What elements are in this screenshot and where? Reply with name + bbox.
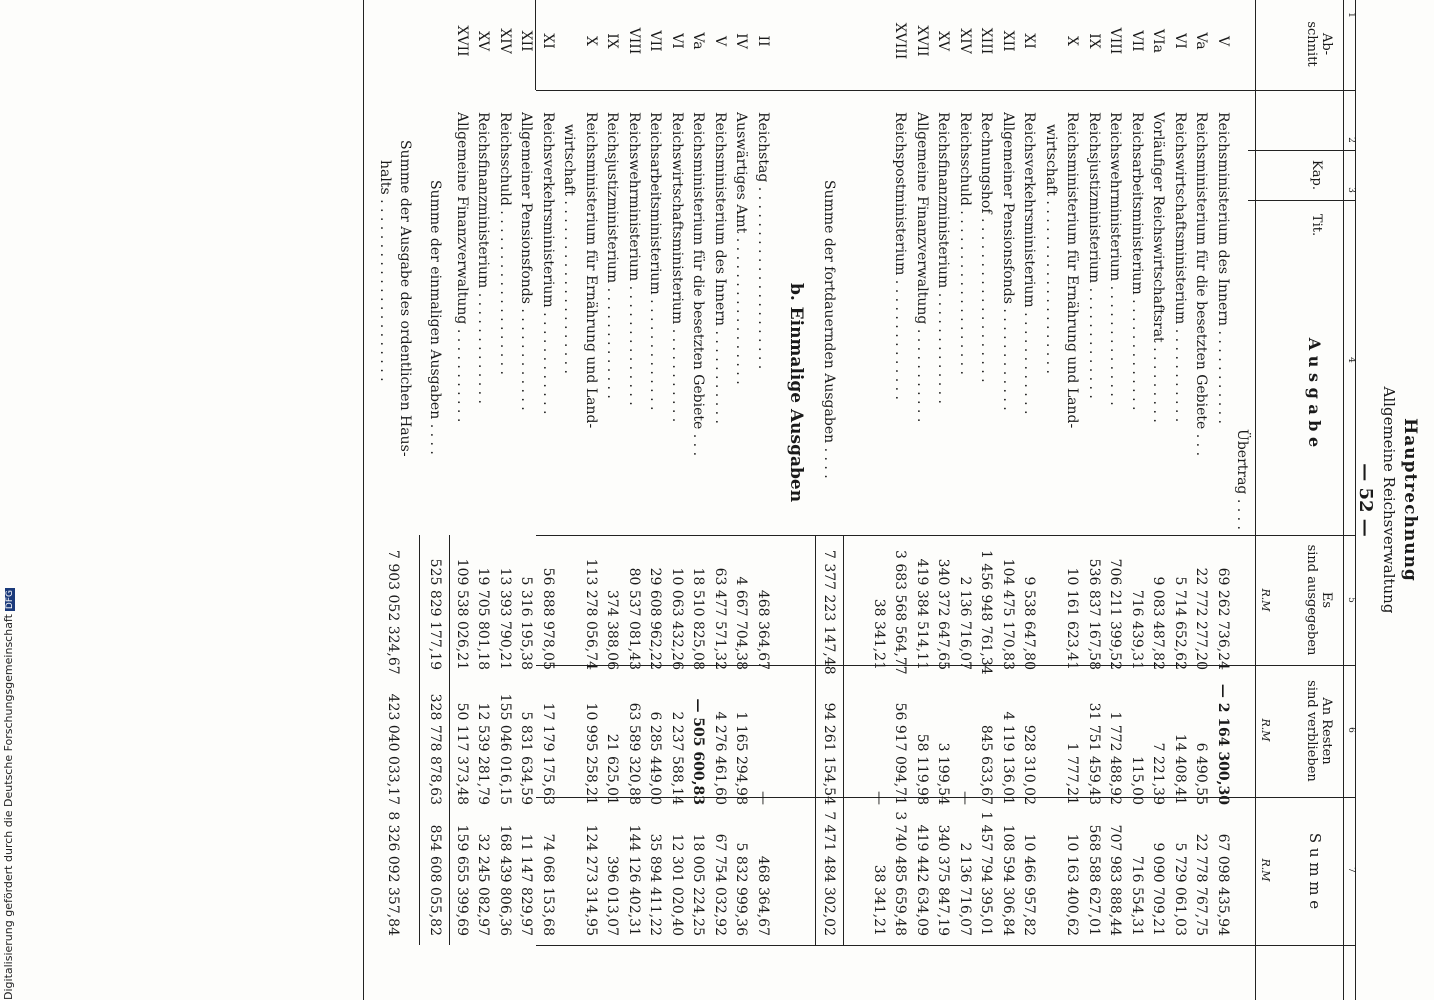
abschnitt-cell: XV: [935, 30, 952, 52]
abschnitt-cell: XII: [1000, 30, 1016, 52]
ausgabe-label-cell: Allgemeiner Pensionsfonds . . . . . . . . . . . .: [1000, 112, 1016, 411]
abschnitt-cell: VIa: [1150, 29, 1167, 53]
abschnitt-cell: Va: [690, 32, 707, 50]
sum-verblieben: 328 778 878,63: [427, 693, 443, 805]
summe-cell: 5 832 999,36: [733, 842, 750, 936]
table-row: [1126, 0, 1148, 1000]
summe-cell: 124 273 314,95: [583, 824, 599, 936]
summe-cell: 5 729 061,03: [1172, 842, 1188, 936]
abschnitt-cell: XVIII: [892, 22, 909, 60]
ausgabe-label-cell: Allgemeiner Pensionsfonds . . . . . . . . . . . .: [518, 112, 535, 411]
table-row: [868, 0, 890, 1000]
summe-cell: 12 301 020,40: [669, 833, 685, 936]
verblieben-cell: 50 117 373,48: [454, 702, 470, 805]
verblieben-cell: 928 310,02: [1021, 724, 1038, 805]
table-row: [752, 0, 774, 1000]
ausgabe-label-cell: Reichsschuld . . . . . . . . . . . . . . . . . . .: [957, 112, 973, 375]
abschnitt-cell: VI: [669, 33, 685, 49]
abschnitt-cell: XVII: [454, 25, 470, 57]
verblieben-cell: 6 490,55: [1193, 742, 1210, 805]
ausgegeben-cell: 109 538 026,21: [454, 558, 470, 670]
header-summe: S u m m e: [1306, 832, 1324, 910]
abschnitt-cell: XIV: [497, 28, 513, 54]
ausgegeben-cell: 5 714 652,62: [1172, 576, 1188, 670]
ausgabe-label-cell: Reichsjustizministerium . . . . . . . . . . . . .: [604, 112, 621, 399]
verblieben-cell: 2 237 588,14: [669, 711, 685, 805]
column-number: 1: [1346, 12, 1356, 18]
header-abschnitt: Ab- schnitt: [1304, 21, 1334, 67]
abschnitt-cell: XI: [1021, 33, 1038, 49]
verblieben-cell: 115,00: [1129, 756, 1145, 805]
abschnitt-cell: XIV: [957, 28, 973, 54]
ausgabe-label-cell: Allgemeine Finanzverwaltung . . . . . . . . . . .: [914, 112, 930, 423]
column-number: 6: [1346, 727, 1356, 733]
summe-cell: 67 098 435,94: [1215, 833, 1231, 936]
total-verblieben: 423 040 033,17: [385, 693, 401, 805]
verblieben-cell: 6 285 449,00: [647, 711, 664, 805]
sum-ausgegeben: 7 377 223 147,48: [821, 550, 837, 675]
ausgegeben-cell: 18 510 825,08: [690, 567, 707, 670]
sum-rule: [449, 535, 450, 945]
ausgegeben-cell: 80 537 081,43: [626, 567, 642, 670]
page-title: Hauptrechnung: [1400, 418, 1420, 582]
total-label: Summe der Ausgabe des ordentlichen Haus-: [397, 140, 413, 457]
abschnitt-cell: XV: [475, 30, 492, 52]
summe-cell: 38 341,21: [871, 864, 887, 936]
table-row: [494, 0, 516, 1000]
ausgegeben-cell: 104 475 170,83: [1000, 558, 1016, 670]
summe-cell: 10 466 957,82: [1021, 833, 1038, 936]
ausgabe-label-cell: Reichswehrministerium . . . . . . . . . . . . . .: [1107, 112, 1124, 406]
abschnitt-cell: IX: [1086, 33, 1102, 49]
ausgegeben-cell: 10 063 432,26: [669, 567, 685, 670]
table-row: [1062, 0, 1084, 1000]
summe-cell: 3 740 485 659,48: [892, 811, 909, 936]
abschnitt-cell: IV: [733, 33, 750, 49]
table-row: [1105, 0, 1127, 1000]
credit-text: Digitalisierung gefördert durch die Deutsche Forschungsgemeinschaft: [2, 614, 15, 1000]
ausgegeben-cell: 419 384 514,11: [914, 558, 930, 670]
summe-cell: 2 136 716,07: [957, 842, 973, 936]
abschnitt-cell: II: [755, 35, 771, 47]
summe-cell: 1 457 794 395,01: [978, 811, 995, 936]
abschnitt-cell: Va: [1193, 32, 1210, 50]
ausgabe-label-cell: Reichsfinanzministerium . . . . . . . . . . . . .: [475, 112, 492, 404]
verblieben-cell: 10 995 258,21: [583, 702, 599, 805]
abschnitt-cell: VII: [647, 30, 664, 52]
ausgabe-label-cell: Reichsfinanzministerium . . . . . . . . . . . . .: [935, 112, 952, 404]
sum-label: Summe der einmaligen Ausgaben . . . .: [427, 180, 443, 455]
table-row: [666, 0, 688, 1000]
ausgegeben-cell: 9 538 647,80: [1021, 576, 1038, 670]
table-row: [731, 0, 753, 1000]
column-number: 3: [1346, 187, 1356, 193]
ausgabe-label-cell: Reichsministerium des Innern . . . . . . . . . . .: [1215, 112, 1231, 424]
verblieben-cell: 56 917 094,71: [892, 702, 909, 805]
unit-label: R.M: [1259, 858, 1272, 882]
summe-cell: 35 894 411,22: [647, 833, 664, 936]
verblieben-cell: 17 179 175,63: [540, 702, 556, 805]
ausgegeben-cell: 374 388,06: [604, 589, 621, 670]
abschnitt-cell: X: [583, 36, 599, 46]
summe-cell: 108 594 306,84: [1000, 824, 1016, 936]
page-subtitle: Allgemeine Reichsverwaltung: [1380, 386, 1398, 614]
sum-ausgegeben: 525 829 177,19: [427, 558, 443, 670]
abschnitt-cell: XVII: [914, 25, 930, 57]
ausgabe-label-cell: Reichswirtschaftsministerium . . . . . . . . . . .: [1172, 112, 1188, 423]
ausgegeben-cell: 536 837 167,58: [1086, 558, 1102, 670]
summe-cell: 22 778 767,75: [1193, 833, 1210, 936]
ausgegeben-cell: 9 083 487,82: [1150, 576, 1167, 670]
summe-cell: 67 754 032,92: [712, 833, 728, 936]
table-row: [1083, 0, 1105, 1000]
ausgabe-label-cell: Reichspostministerium . . . . . . . . . . . . . .: [892, 112, 909, 400]
sum-label: Summe der fortdauernden Ausgaben . . . .: [821, 180, 837, 479]
dfg-logo: DFG: [5, 589, 15, 610]
summe-cell: 340 375 847,19: [935, 824, 952, 936]
ausgegeben-cell: 5 316 195,38: [518, 576, 535, 670]
bottom-rule: [363, 0, 364, 1000]
table-row: [933, 0, 955, 1000]
ausgegeben-cell: 3 683 568 564,77: [892, 550, 909, 675]
uebertrag-label: Übertrag . . . .: [1234, 429, 1250, 530]
header-tit: Tit.: [1309, 213, 1324, 237]
ausgegeben-cell: 716 439,31: [1129, 589, 1145, 670]
table-row: [1212, 0, 1234, 1000]
table-row: [602, 0, 624, 1000]
ausgegeben-cell: 340 372 647,65: [935, 558, 952, 670]
verblieben-cell: 1 772 488,92: [1107, 711, 1124, 805]
abschnitt-cell: VIII: [1107, 27, 1124, 55]
ausgegeben-cell: 19 705 801,18: [475, 567, 492, 670]
table-row: [1169, 0, 1191, 1000]
ausgegeben-cell: 56 888 978,05: [540, 567, 556, 670]
ausgegeben-cell: 4 667 704,38: [733, 576, 750, 670]
table-row: [645, 0, 667, 1000]
column-number: 4: [1346, 357, 1356, 363]
section-b-heading: b. Einmalige Ausgaben: [786, 282, 806, 503]
ausgabe-label-cell: Reichsministerium für die besetzten Gebiete . . .: [1193, 112, 1210, 457]
abschnitt-cell: XIII: [978, 27, 995, 55]
verblieben-cell: 7 221,39: [1150, 742, 1167, 805]
table-row: [997, 0, 1019, 1000]
summe-cell: 168 439 806,36: [497, 824, 513, 936]
ausgegeben-cell: 38 341,21: [871, 598, 887, 670]
column-number: 5: [1346, 597, 1356, 603]
ausgegeben-cell: 113 278 056,74: [583, 558, 599, 670]
sum-rule: [843, 535, 844, 945]
abschnitt-cell: V: [1215, 35, 1231, 47]
table-row: [1191, 0, 1213, 1000]
ausgegeben-cell: 2 136 716,07: [957, 576, 973, 670]
table-row: [976, 0, 998, 1000]
verblieben-cell: 1 777,21: [1064, 742, 1081, 805]
ausgabe-label-cell: Reichsministerium für Ernährung und Land-: [583, 112, 599, 429]
ausgegeben-cell: 22 772 277,20: [1193, 567, 1210, 670]
verblieben-cell: 31 751 459,43: [1086, 702, 1102, 805]
unit-label: R.M: [1259, 588, 1272, 612]
ausgegeben-cell: 69 262 736,24: [1215, 567, 1231, 670]
verblieben-cell: 5 831 634,59: [518, 711, 535, 805]
summe-cell: 11 147 829,97: [518, 833, 535, 936]
verblieben-cell: 845 633,67: [978, 724, 995, 805]
table-row: [473, 0, 495, 1000]
header-ausgegeben: Es sind ausgegeben: [1304, 544, 1334, 656]
summe-cell: 468 364,67: [755, 855, 771, 936]
table-row: [559, 0, 581, 1000]
ausgegeben-cell: 63 477 571,32: [712, 567, 728, 670]
table-row: [954, 0, 976, 1000]
ausgegeben-cell: 13 393 790,21: [497, 567, 513, 670]
header-verblieben: An Resten sind verblieben: [1304, 680, 1334, 782]
verblieben-cell: —: [755, 791, 771, 805]
verblieben-cell: 3 199,54: [935, 742, 952, 805]
table-row: [1148, 0, 1170, 1000]
verblieben-cell: 58 119,98: [914, 733, 930, 805]
verblieben-cell: — 2 164 300,30: [1215, 683, 1231, 805]
ausgabe-label-cell: Reichsministerium für die besetzten Gebiete . . .: [690, 112, 707, 457]
abschnitt-cell: VII: [1129, 30, 1145, 52]
total-summe: 8 326 092 357,84: [385, 811, 401, 936]
unit-label: R.M: [1259, 718, 1272, 742]
ausgabe-label-cell: Auswärtiges Amt . . . . . . . . . . . . . . . . .: [733, 112, 750, 385]
ausgabe-label-cell: wirtschaft . . . . . . . . . . . . . . . . . . . .: [1043, 124, 1059, 374]
table-row: [516, 0, 538, 1000]
sum-row-fortdauernd: [818, 0, 840, 1000]
ausgabe-label-cell: Allgemeine Finanzverwaltung . . . . . . . . . . .: [454, 112, 470, 423]
sum-verblieben: 94 261 154,54: [821, 702, 837, 805]
table-row: [580, 0, 602, 1000]
verblieben-cell: — 505 600,83: [690, 698, 707, 805]
table-row: [1040, 0, 1062, 1000]
abschnitt-cell: VI: [1172, 33, 1188, 49]
table-row: [1019, 0, 1041, 1000]
verblieben-cell: 4 276 461,60: [712, 711, 728, 805]
total-row-cont: [374, 0, 396, 1000]
abschnitt-cell: XI: [540, 33, 556, 49]
abschnitt-cell: V: [712, 35, 728, 47]
digitization-credit: [2, 0, 18, 1000]
table-row: [451, 0, 473, 1000]
ausgegeben-cell: 29 608 962,22: [647, 567, 664, 670]
verblieben-cell: 4 119 136,01: [1000, 711, 1016, 805]
ausgabe-label-cell: Reichstag . . . . . . . . . . . . . . . . . . . . .: [755, 112, 771, 370]
ausgabe-label-cell: Reichsverkehrsministerium . . . . . . . . . . . .: [540, 112, 556, 415]
summe-cell: 716 554,31: [1129, 855, 1145, 936]
summe-cell: 10 163 400,62: [1064, 833, 1081, 936]
verblieben-cell: 12 539 281,79: [475, 702, 492, 805]
sum-summe: 854 608 055,82: [427, 824, 443, 936]
table-row: [537, 0, 559, 1000]
sum-summe: 7 471 484 302,02: [821, 811, 837, 936]
column-number: 2: [1346, 137, 1356, 143]
ausgabe-label-cell: Reichsministerium für Ernährung und Land-: [1064, 112, 1081, 429]
ausgegeben-cell: 706 211 399,52: [1107, 558, 1124, 670]
table-row: [709, 0, 731, 1000]
column-number: 7: [1346, 867, 1356, 873]
summe-cell: 419 442 634,09: [914, 824, 930, 936]
ausgegeben-cell: 468 364,67: [755, 589, 771, 670]
verblieben-cell: 14 408,41: [1172, 733, 1188, 805]
verblieben-cell: 21 625,01: [604, 733, 621, 805]
summe-cell: 74 068 153,68: [540, 833, 556, 936]
column-rule-2: [1248, 150, 1356, 151]
ausgabe-label-cell: Reichsverkehrsministerium . . . . . . . . . . . .: [1021, 112, 1038, 415]
verblieben-cell: —: [957, 791, 973, 805]
column-rule-3: [1248, 200, 1356, 201]
summe-cell: 32 245 082,97: [475, 833, 492, 936]
verblieben-cell: 1 165 294,98: [733, 711, 750, 805]
summe-cell: 159 655 399,69: [454, 824, 470, 936]
ausgegeben-cell: 1 456 948 761,34: [978, 550, 995, 675]
abschnitt-cell: IX: [604, 33, 621, 49]
bottom-rule: [535, 0, 536, 90]
summe-cell: 396 013,07: [604, 855, 621, 936]
header-ausgabe: A u s g a b e: [1305, 337, 1324, 448]
summe-cell: 144 126 402,31: [626, 824, 642, 936]
ausgabe-label-cell: Rechnungshof . . . . . . . . . . . . . . . . . . .: [978, 112, 995, 383]
total-ausgegeben: 7 903 052 324,67: [385, 550, 401, 675]
ausgabe-label-cell: Reichsschuld . . . . . . . . . . . . . . . . . . .: [497, 112, 513, 375]
summe-cell: 707 983 888,44: [1107, 824, 1124, 936]
ausgabe-label-cell: Reichsministerium des Innern . . . . . . . . . . .: [712, 112, 728, 424]
ausgabe-label-cell: Reichswehrministerium . . . . . . . . . . . . . .: [626, 112, 642, 406]
page-number: — 52 —: [1355, 463, 1376, 537]
ausgabe-label-cell: Reichswirtschaftsministerium . . . . . . . . . . .: [669, 112, 685, 423]
verblieben-cell: 63 589 320,88: [626, 702, 642, 805]
ausgabe-label-cell: wirtschaft . . . . . . . . . . . . . . . . . . . .: [561, 124, 578, 374]
verblieben-cell: —: [871, 791, 887, 805]
ausgegeben-cell: 10 161 623,41: [1064, 567, 1081, 670]
ausgabe-label-cell: Reichsarbeitsministerium . . . . . . . . . . . . .: [647, 112, 664, 411]
sum-row-einmalig: [424, 0, 446, 1000]
total-label-cont: halts . . . . . . . . . . . . . . . . . . . . .: [377, 160, 393, 382]
table-row: [911, 0, 933, 1000]
table-row: [688, 0, 710, 1000]
ausgabe-label-cell: Vorläufiger Reichswirtschaftsrat . . . . . . . . .: [1150, 112, 1167, 423]
summe-cell: 18 005 224,25: [690, 833, 707, 936]
verblieben-cell: 155 046 016,15: [497, 693, 513, 805]
abschnitt-cell: VIII: [626, 27, 642, 55]
table-row: [890, 0, 912, 1000]
sum-rule: [815, 535, 816, 945]
ausgabe-label-cell: Reichsarbeitsministerium . . . . . . . . . . . . .: [1129, 112, 1145, 411]
ausgabe-label-cell: Reichsjustizministerium . . . . . . . . . . . . .: [1086, 112, 1102, 399]
header-kap: Kap.: [1309, 160, 1324, 190]
table-row: [623, 0, 645, 1000]
sum-rule: [419, 535, 420, 945]
abschnitt-cell: XII: [518, 30, 535, 52]
summe-cell: 568 588 627,01: [1086, 824, 1102, 936]
abschnitt-cell: X: [1064, 36, 1081, 46]
summe-cell: 9 090 709,21: [1150, 842, 1167, 936]
